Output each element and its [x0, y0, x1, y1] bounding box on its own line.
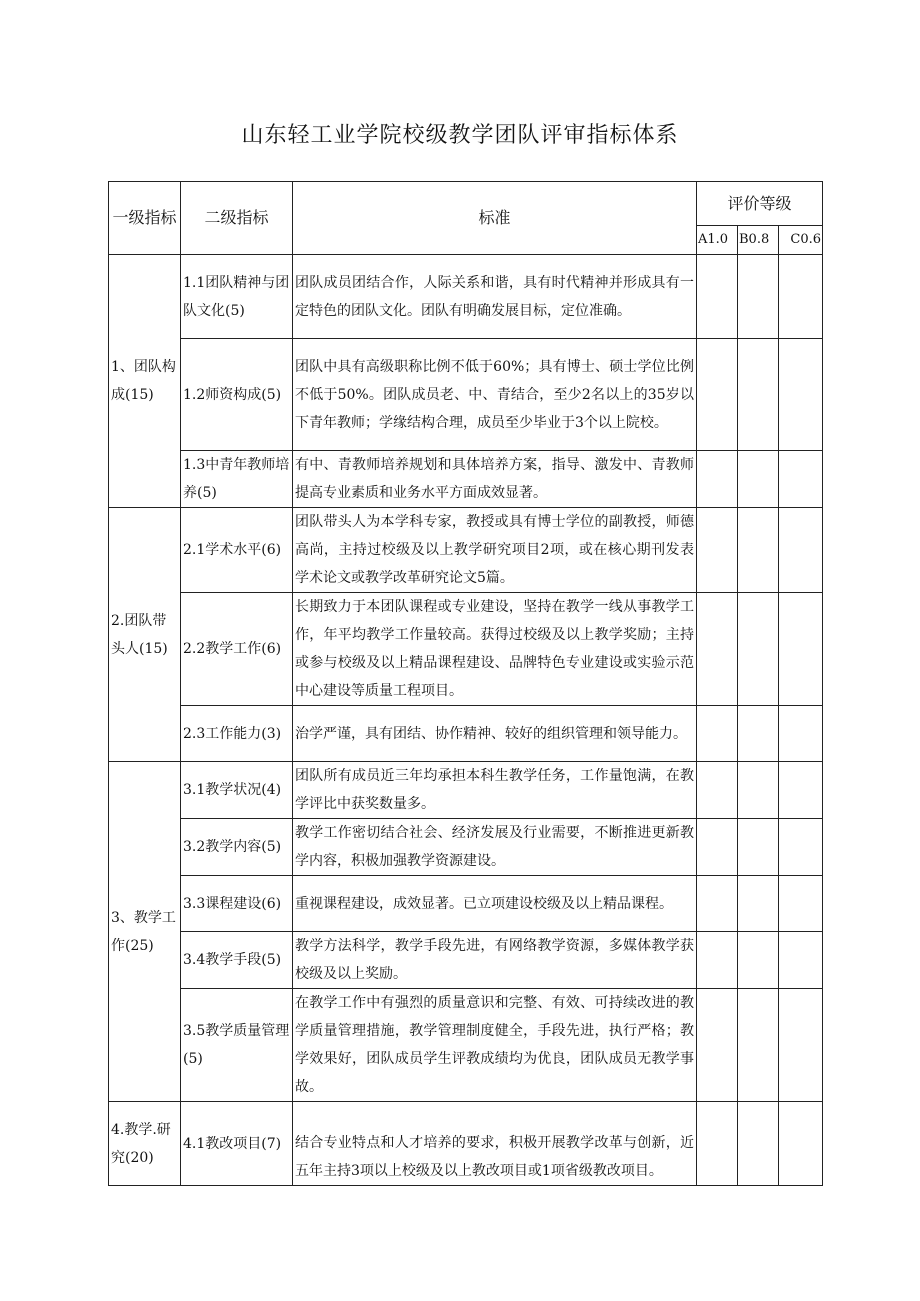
grade-a-cell[interactable]	[697, 593, 738, 706]
level2-cell: 3.3课程建设(6)	[181, 876, 293, 932]
grade-c-cell[interactable]	[779, 706, 823, 762]
header-level1: 一级指标	[109, 182, 181, 255]
level1-cell: 2.团队带头人(15)	[109, 508, 181, 762]
level1-cell: 4.教学.研究(20)	[109, 1102, 181, 1186]
level2-cell: 2.3工作能力(3)	[181, 706, 293, 762]
level2-cell: 1.1团队精神与团队文化(5)	[181, 255, 293, 339]
grade-c-cell[interactable]	[779, 989, 823, 1102]
grade-a-cell[interactable]	[697, 255, 738, 339]
grade-c-cell[interactable]	[779, 1102, 823, 1186]
grade-a-cell[interactable]	[697, 1102, 738, 1186]
grade-c-cell[interactable]	[779, 876, 823, 932]
header-grade: 评价等级	[697, 182, 823, 226]
grade-a-cell[interactable]	[697, 451, 738, 508]
level2-cell: 3.4教学手段(5)	[181, 932, 293, 989]
level2-cell: 3.2教学内容(5)	[181, 819, 293, 876]
grade-a-cell[interactable]	[697, 339, 738, 451]
grade-b-cell[interactable]	[738, 255, 779, 339]
grade-c-cell[interactable]	[779, 762, 823, 819]
grade-c-cell[interactable]	[779, 451, 823, 508]
standard-cell: 治学严谨，具有团结、协作精神、较好的组织管理和领导能力。	[293, 706, 697, 762]
standard-cell: 团队所有成员近三年均承担本科生教学任务，工作量饱满，在教学评比中获奖数量多。	[293, 762, 697, 819]
standard-cell: 重视课程建设，成效显著。已立项建设校级及以上精品课程。	[293, 876, 697, 932]
grade-a-cell[interactable]	[697, 932, 738, 989]
grade-c-cell[interactable]	[779, 255, 823, 339]
page-title: 山东轻工业学院校级教学团队评审指标体系	[241, 123, 679, 148]
header-grade-a: A1.0	[697, 226, 738, 255]
grade-b-cell[interactable]	[738, 1102, 779, 1186]
level2-cell: 2.1学术水平(6)	[181, 508, 293, 593]
grade-b-cell[interactable]	[738, 451, 779, 508]
standard-cell: 团队带头人为本学科专家，教授或具有博士学位的副教授，师德高尚，主持过校级及以上教学研究项目2项，或在核心期刊发表学术论文或教学改革研究论文5篇。	[293, 508, 697, 593]
standard-cell: 教学方法科学，教学手段先进，有网络教学资源，多媒体教学获校级及以上奖励。	[293, 932, 697, 989]
standard-cell: 长期致力于本团队课程或专业建设，坚持在教学一线从事教学工作，年平均教学工作量较高。获得过校级及以上教学奖励；主持或参与校级及以上精品课程建设、品牌特色专业建设或实验示范中心建设等质量工程项目。	[293, 593, 697, 706]
level2-cell: 3.5教学质量管理(5)	[181, 989, 293, 1102]
standard-cell: 团队中具有高级职称比例不低于60%；具有博士、硕士学位比例不低于50%。团队成员老、中、青结合，至少2名以上的35岁以下青年教师；学缘结构合理，成员至少毕业于3个以上院校。	[293, 339, 697, 451]
grade-b-cell[interactable]	[738, 706, 779, 762]
level1-cell: 1、团队构成(15)	[109, 255, 181, 508]
grade-a-cell[interactable]	[697, 989, 738, 1102]
grade-b-cell[interactable]	[738, 593, 779, 706]
header-grade-b: B0.8	[738, 226, 779, 255]
grade-b-cell[interactable]	[738, 932, 779, 989]
standard-cell: 结合专业特点和人才培养的要求，积极开展教学改革与创新，近五年主持3项以上校级及以上教改项目或1项省级教改项目。	[293, 1102, 697, 1186]
standard-cell: 教学工作密切结合社会、经济发展及行业需要，不断推进更新教学内容，积极加强教学资源建设。	[293, 819, 697, 876]
header-standard: 标准	[293, 182, 697, 255]
grade-b-cell[interactable]	[738, 989, 779, 1102]
grade-b-cell[interactable]	[738, 876, 779, 932]
grade-b-cell[interactable]	[738, 339, 779, 451]
level2-cell: 4.1教改项目(7)	[181, 1102, 293, 1186]
standard-cell: 在教学工作中有强烈的质量意识和完整、有效、可持续改进的教学质量管理措施，教学管理制度健全，手段先进，执行严格；教学效果好，团队成员学生评教成绩均为优良，团队成员无教学事故。	[293, 989, 697, 1102]
grade-b-cell[interactable]	[738, 762, 779, 819]
standard-cell: 有中、青教师培养规划和具体培养方案，指导、激发中、青教师提高专业素质和业务水平方面成效显著。	[293, 451, 697, 508]
level2-cell: 2.2教学工作(6)	[181, 593, 293, 706]
level2-cell: 1.2师资构成(5)	[181, 339, 293, 451]
grade-a-cell[interactable]	[697, 876, 738, 932]
standard-cell: 团队成员团结合作，人际关系和谐，具有时代精神并形成具有一定特色的团队文化。团队有明确发展目标，定位准确。	[293, 255, 697, 339]
grade-c-cell[interactable]	[779, 339, 823, 451]
grade-b-cell[interactable]	[738, 819, 779, 876]
grade-c-cell[interactable]	[779, 819, 823, 876]
grade-a-cell[interactable]	[697, 762, 738, 819]
header-grade-c: C0.6	[779, 226, 823, 255]
grade-a-cell[interactable]	[697, 706, 738, 762]
evaluation-table	[108, 181, 823, 1186]
level1-cell: 3、教学工作(25)	[109, 762, 181, 1102]
header-level2: 二级指标	[181, 182, 293, 255]
grade-c-cell[interactable]	[779, 932, 823, 989]
grade-a-cell[interactable]	[697, 819, 738, 876]
level2-cell: 3.1教学状况(4)	[181, 762, 293, 819]
grade-c-cell[interactable]	[779, 508, 823, 593]
level2-cell: 1.3中青年教师培养(5)	[181, 451, 293, 508]
grade-c-cell[interactable]	[779, 593, 823, 706]
grade-a-cell[interactable]	[697, 508, 738, 593]
grade-b-cell[interactable]	[738, 508, 779, 593]
